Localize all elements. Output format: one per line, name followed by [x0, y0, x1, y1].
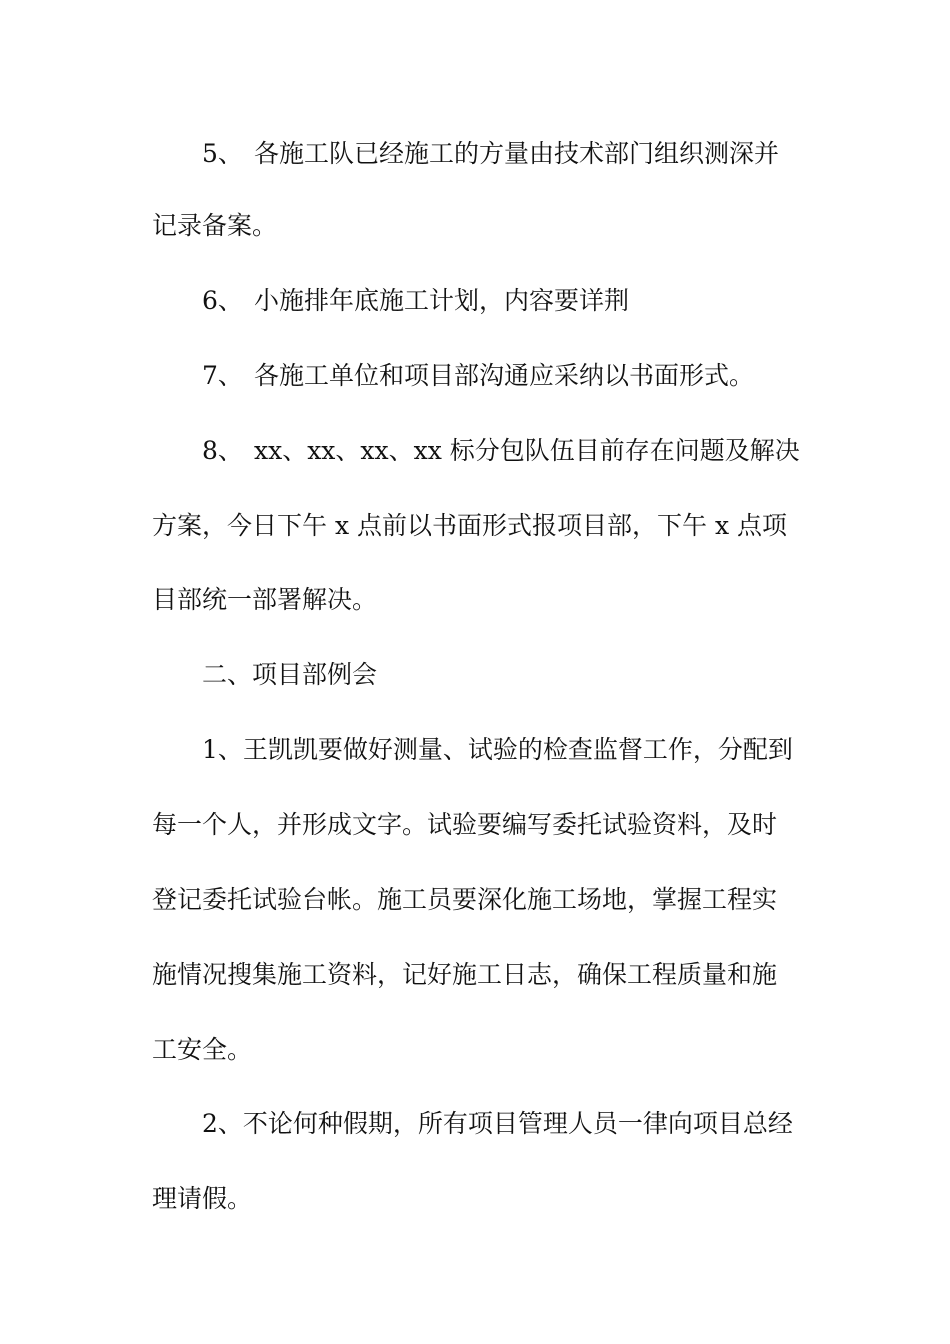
item-6 [202, 286, 629, 316]
para1-line-2: 每一个人，并形成文字。试验要编写委托试验资料，及时 [152, 810, 778, 839]
item-7-text: 各施工单位和项目部沟通应采纳以书面形式。 [254, 361, 755, 390]
item-7 [202, 361, 754, 391]
item-8 [202, 436, 800, 466]
item-8-continuation-2: 目部统一部署解决。 [152, 585, 378, 614]
item-5-text: 各施工队已经施工的方量由技术部门组织测深并 [254, 139, 780, 168]
item-6-text: 小施排年底施工计划，内容要详荆 [254, 286, 630, 315]
item-8-number: 8、 [202, 436, 243, 465]
item-8-continuation-1: 方案，今日下午 x 点前以书面形式报项目部，下午 x 点项 [152, 511, 787, 540]
para2-line-1: 2、不论何种假期，所有项目管理人员一律向项目总经 [202, 1109, 793, 1138]
para1-line-1: 1、王凯凯要做好测量、试验的检查监督工作，分配到 [202, 735, 793, 764]
item-5-continuation: 记录备案。 [152, 211, 278, 240]
para1-line-5: 工安全。 [152, 1035, 253, 1064]
item-5-number: 5、 [202, 139, 243, 168]
para2-line-2: 理请假。 [152, 1184, 253, 1213]
para1-line-3: 登记委托试验台帐。施工员要深化施工场地，掌握工程实 [152, 885, 778, 914]
item-5 [202, 139, 779, 169]
item-6-number: 6、 [202, 286, 243, 315]
item-7-number: 7、 [202, 361, 243, 390]
para1-line-4: 施情况搜集施工资料，记好施工日志，确保工程质量和施 [152, 960, 778, 989]
item-8-text: xx、xx、xx、xx 标分包队伍目前存在问题及解决 [254, 436, 800, 465]
section-title: 二、项目部例会 [202, 660, 378, 689]
